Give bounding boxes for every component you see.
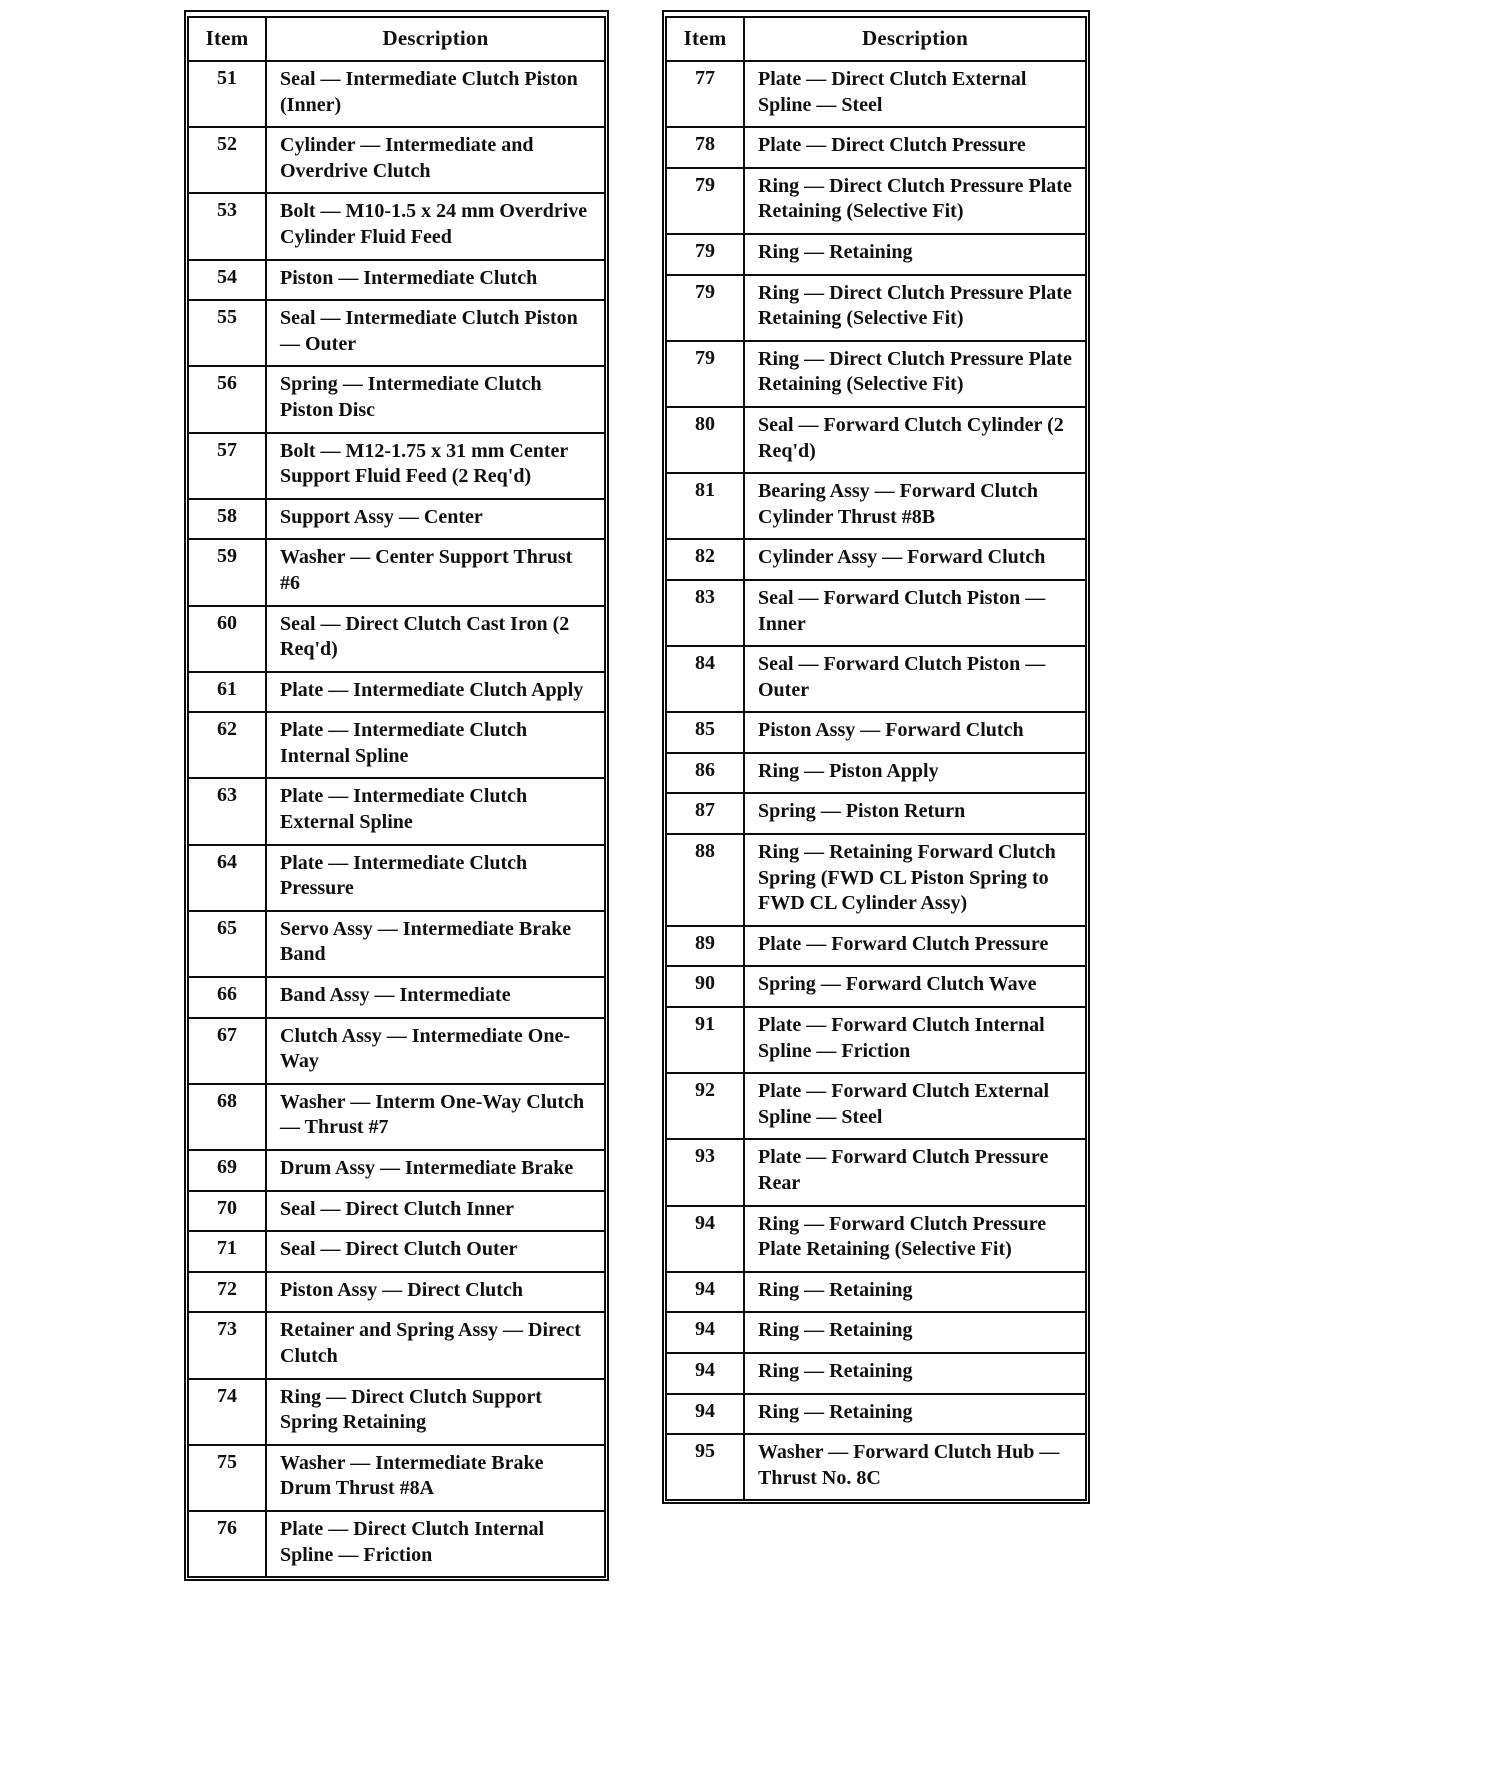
table-row — [188, 845, 605, 911]
item-description: Bolt — M10-1.5 x 24 mm Overdrive Cylinder Fluid Feed — [266, 193, 605, 259]
table-row — [666, 1007, 1086, 1073]
table-row — [188, 61, 605, 127]
item-description: Ring — Direct Clutch Pressure Plate Retaining (Selective Fit) — [744, 168, 1086, 234]
table-row — [666, 580, 1086, 646]
table-row — [188, 1150, 605, 1191]
item-description: Ring — Retaining Forward Clutch Spring (FWD CL Piston Spring to FWD CL Cylinder Assy) — [744, 834, 1086, 926]
item-column-header: Item — [188, 17, 266, 61]
item-description: Washer — Interm One-Way Clutch — Thrust #7 — [266, 1084, 605, 1150]
table-row — [188, 672, 605, 713]
item-description: Band Assy — Intermediate — [266, 977, 605, 1018]
item-number: 74 — [188, 1379, 266, 1445]
item-number: 94 — [666, 1206, 744, 1272]
description-column-header: Description — [266, 17, 605, 61]
item-number: 63 — [188, 778, 266, 844]
parts-table-items-77-95 — [665, 16, 1087, 1501]
item-number: 51 — [188, 61, 266, 127]
item-number: 86 — [666, 753, 744, 794]
item-number: 70 — [188, 1191, 266, 1232]
item-number: 84 — [666, 646, 744, 712]
item-number: 94 — [666, 1312, 744, 1353]
item-number: 87 — [666, 793, 744, 834]
table-row — [188, 300, 605, 366]
item-description: Plate — Forward Clutch Pressure — [744, 926, 1086, 967]
item-description: Spring — Piston Return — [744, 793, 1086, 834]
table-row — [188, 778, 605, 844]
table-row — [188, 127, 605, 193]
item-description: Plate — Forward Clutch Internal Spline — Friction — [744, 1007, 1086, 1073]
item-number: 91 — [666, 1007, 744, 1073]
table-row — [666, 834, 1086, 926]
item-number: 80 — [666, 407, 744, 473]
item-number: 67 — [188, 1018, 266, 1084]
item-description: Plate — Direct Clutch Pressure — [744, 127, 1086, 168]
table-row — [666, 793, 1086, 834]
item-description: Cylinder — Intermediate and Overdrive Clutch — [266, 127, 605, 193]
item-number: 90 — [666, 966, 744, 1007]
item-description: Ring — Retaining — [744, 1312, 1086, 1353]
table-row — [188, 1084, 605, 1150]
item-description: Piston — Intermediate Clutch — [266, 260, 605, 301]
item-number: 60 — [188, 606, 266, 672]
table-body-right — [666, 61, 1086, 1500]
item-number: 77 — [666, 61, 744, 127]
item-description: Piston Assy — Forward Clutch — [744, 712, 1086, 753]
item-number: 73 — [188, 1312, 266, 1378]
item-number: 79 — [666, 275, 744, 341]
table-row — [666, 127, 1086, 168]
item-description: Support Assy — Center — [266, 499, 605, 540]
item-number: 56 — [188, 366, 266, 432]
item-number: 69 — [188, 1150, 266, 1191]
item-number: 61 — [188, 672, 266, 713]
item-number: 65 — [188, 911, 266, 977]
item-description: Seal — Direct Clutch Inner — [266, 1191, 605, 1232]
item-description: Plate — Forward Clutch Pressure Rear — [744, 1139, 1086, 1205]
table-row — [666, 539, 1086, 580]
item-number: 75 — [188, 1445, 266, 1511]
table-row — [666, 646, 1086, 712]
table-row — [188, 1272, 605, 1313]
table-row — [188, 193, 605, 259]
item-description: Spring — Intermediate Clutch Piston Disc — [266, 366, 605, 432]
table-row — [188, 1191, 605, 1232]
item-number: 71 — [188, 1231, 266, 1272]
table-row — [188, 977, 605, 1018]
table-row — [188, 1231, 605, 1272]
table-row — [188, 712, 605, 778]
item-description: Seal — Direct Clutch Outer — [266, 1231, 605, 1272]
table-row — [666, 753, 1086, 794]
table-row — [188, 260, 605, 301]
table-row — [666, 926, 1086, 967]
table-header-row — [188, 17, 605, 61]
table-row — [666, 61, 1086, 127]
item-description: Seal — Forward Clutch Cylinder (2 Req'd) — [744, 407, 1086, 473]
table-body-left — [188, 61, 605, 1577]
item-description: Bearing Assy — Forward Clutch Cylinder Thrust #8B — [744, 473, 1086, 539]
item-number: 79 — [666, 168, 744, 234]
table-row — [666, 1353, 1086, 1394]
item-description: Seal — Intermediate Clutch Piston (Inner) — [266, 61, 605, 127]
table-row — [188, 366, 605, 432]
item-number: 64 — [188, 845, 266, 911]
table-row — [188, 911, 605, 977]
table-row — [666, 341, 1086, 407]
table-row — [666, 234, 1086, 275]
item-description: Ring — Retaining — [744, 1353, 1086, 1394]
item-number: 94 — [666, 1353, 744, 1394]
item-description: Ring — Direct Clutch Pressure Plate Retaining (Selective Fit) — [744, 275, 1086, 341]
item-number: 53 — [188, 193, 266, 259]
table-row — [666, 168, 1086, 234]
table-row — [666, 1394, 1086, 1435]
item-number: 62 — [188, 712, 266, 778]
table-row — [188, 606, 605, 672]
item-description: Plate — Intermediate Clutch Pressure — [266, 845, 605, 911]
item-number: 79 — [666, 341, 744, 407]
item-number: 52 — [188, 127, 266, 193]
item-description: Piston Assy — Direct Clutch — [266, 1272, 605, 1313]
item-number: 88 — [666, 834, 744, 926]
item-description: Seal — Intermediate Clutch Piston — Outer — [266, 300, 605, 366]
table-header-row — [666, 17, 1086, 61]
item-description: Drum Assy — Intermediate Brake — [266, 1150, 605, 1191]
table-row — [666, 712, 1086, 753]
item-number: 89 — [666, 926, 744, 967]
table-row — [188, 1445, 605, 1511]
table-row — [666, 1139, 1086, 1205]
item-description: Ring — Forward Clutch Pressure Plate Retaining (Selective Fit) — [744, 1206, 1086, 1272]
item-description: Seal — Forward Clutch Piston — Outer — [744, 646, 1086, 712]
item-number: 54 — [188, 260, 266, 301]
item-description: Ring — Piston Apply — [744, 753, 1086, 794]
item-number: 81 — [666, 473, 744, 539]
item-number: 78 — [666, 127, 744, 168]
item-number: 55 — [188, 300, 266, 366]
item-number: 95 — [666, 1434, 744, 1500]
table-row — [188, 499, 605, 540]
item-number: 76 — [188, 1511, 266, 1577]
item-description: Cylinder Assy — Forward Clutch — [744, 539, 1086, 580]
table-row — [666, 275, 1086, 341]
item-description: Seal — Direct Clutch Cast Iron (2 Req'd) — [266, 606, 605, 672]
table-row — [666, 473, 1086, 539]
parts-table-frame-left — [184, 10, 609, 1581]
item-number: 72 — [188, 1272, 266, 1313]
item-description: Plate — Intermediate Clutch Apply — [266, 672, 605, 713]
item-number: 92 — [666, 1073, 744, 1139]
item-number: 68 — [188, 1084, 266, 1150]
parts-table-items-51-76 — [187, 16, 606, 1578]
item-number: 85 — [666, 712, 744, 753]
item-description: Ring — Direct Clutch Support Spring Retaining — [266, 1379, 605, 1445]
item-description: Washer — Forward Clutch Hub — Thrust No. 8C — [744, 1434, 1086, 1500]
item-description: Plate — Direct Clutch External Spline — Steel — [744, 61, 1086, 127]
table-row — [188, 539, 605, 605]
item-description: Seal — Forward Clutch Piston — Inner — [744, 580, 1086, 646]
item-description: Servo Assy — Intermediate Brake Band — [266, 911, 605, 977]
item-description: Plate — Intermediate Clutch Internal Spline — [266, 712, 605, 778]
item-number: 94 — [666, 1272, 744, 1313]
item-description: Washer — Center Support Thrust #6 — [266, 539, 605, 605]
table-row — [666, 1272, 1086, 1313]
item-number: 83 — [666, 580, 744, 646]
table-row — [666, 1073, 1086, 1139]
item-number: 93 — [666, 1139, 744, 1205]
parts-table-frame-right — [662, 10, 1090, 1504]
table-row — [188, 1511, 605, 1577]
item-description: Plate — Direct Clutch Internal Spline — Friction — [266, 1511, 605, 1577]
item-column-header: Item — [666, 17, 744, 61]
item-description: Bolt — M12-1.75 x 31 mm Center Support Fluid Feed (2 Req'd) — [266, 433, 605, 499]
item-description: Ring — Direct Clutch Pressure Plate Retaining (Selective Fit) — [744, 341, 1086, 407]
table-row — [188, 1018, 605, 1084]
item-description: Ring — Retaining — [744, 1394, 1086, 1435]
item-description: Spring — Forward Clutch Wave — [744, 966, 1086, 1007]
item-description: Washer — Intermediate Brake Drum Thrust #8A — [266, 1445, 605, 1511]
item-description: Ring — Retaining — [744, 1272, 1086, 1313]
description-column-header: Description — [744, 17, 1086, 61]
table-row — [188, 1312, 605, 1378]
item-number: 94 — [666, 1394, 744, 1435]
table-row — [666, 966, 1086, 1007]
table-row — [666, 1312, 1086, 1353]
table-row — [666, 1434, 1086, 1500]
item-description: Clutch Assy — Intermediate One-Way — [266, 1018, 605, 1084]
item-description: Ring — Retaining — [744, 234, 1086, 275]
table-row — [666, 407, 1086, 473]
item-number: 57 — [188, 433, 266, 499]
item-number: 82 — [666, 539, 744, 580]
table-row — [666, 1206, 1086, 1272]
item-number: 66 — [188, 977, 266, 1018]
item-number: 58 — [188, 499, 266, 540]
table-row — [188, 433, 605, 499]
table-row — [188, 1379, 605, 1445]
item-number: 79 — [666, 234, 744, 275]
item-description: Retainer and Spring Assy — Direct Clutch — [266, 1312, 605, 1378]
item-description: Plate — Intermediate Clutch External Spline — [266, 778, 605, 844]
item-number: 59 — [188, 539, 266, 605]
item-description: Plate — Forward Clutch External Spline — Steel — [744, 1073, 1086, 1139]
